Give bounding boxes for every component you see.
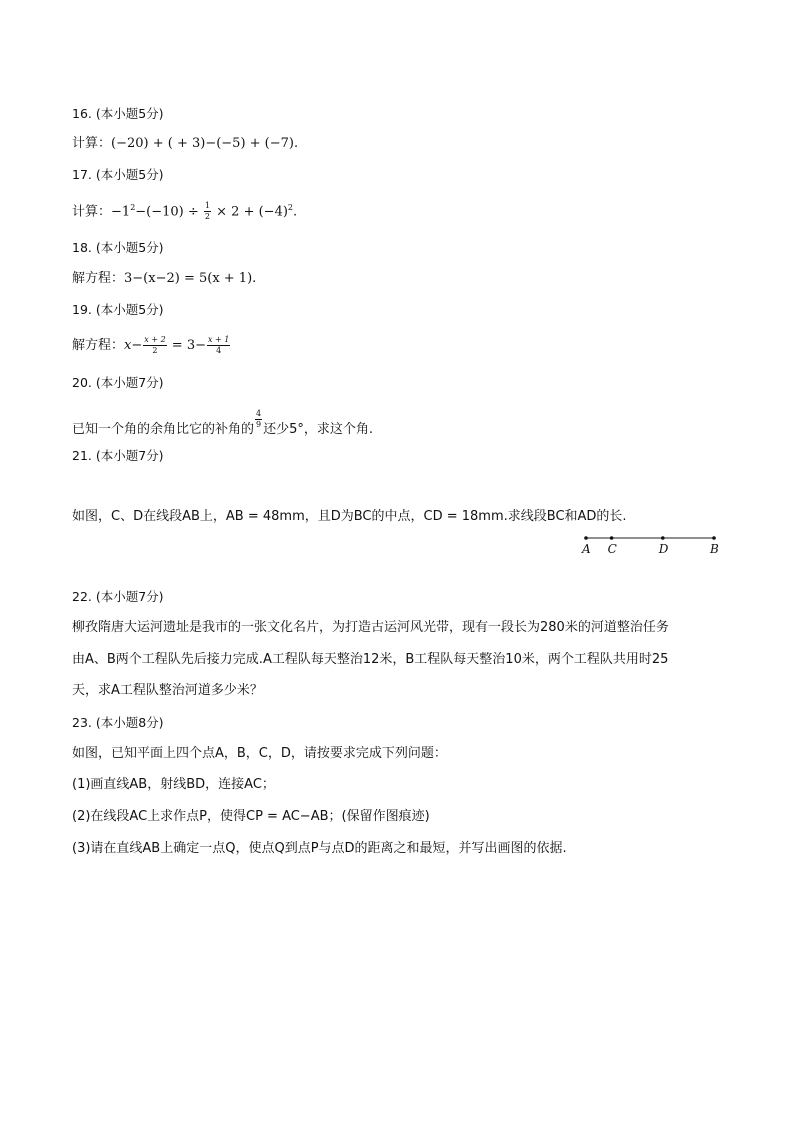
- point-c-dot: [610, 536, 614, 540]
- q17-problem: [72, 199, 297, 221]
- q19-prefix: 解方程：: [72, 338, 125, 353]
- q17-part1: −1: [111, 204, 131, 220]
- q23-intro: 如图，已知平面上四个点A，B，C，D，请按要求完成下列问题：: [72, 746, 447, 761]
- q23-item-2: (2)在线段AC上求作点P，使得CP = AC−AB；(保留作图痕迹): [72, 809, 430, 824]
- q17-end: .: [293, 204, 298, 220]
- q18-end: .: [252, 271, 257, 286]
- point-b-dot: [712, 536, 716, 540]
- q16-end: .: [294, 136, 299, 151]
- q22-header: 22. (本小题7分): [72, 589, 164, 604]
- point-a-dot: [584, 536, 588, 540]
- q18-expression: 3−(x−2) = 5(x + 1): [124, 271, 253, 286]
- q17-part3: × 2 + (−4): [212, 204, 288, 220]
- q20-frac-den: 9: [256, 420, 262, 429]
- q19-fraction-1: [143, 336, 166, 355]
- q17-fraction: [204, 202, 211, 221]
- q17-prefix: 计算：: [72, 204, 112, 220]
- q18-problem: [72, 270, 256, 288]
- q20-frac-num: 4: [256, 409, 262, 418]
- q16-problem: [72, 135, 298, 153]
- q21-problem: 如图，C、D在线段AB上，AB = 48mm，且D为BC的中点，CD = 18mm.求线段BC和AD的长.: [72, 509, 627, 524]
- q19-x: x: [124, 338, 132, 353]
- q23-item-3: (3)请在直线AB上确定一点Q，使点Q到点P与点D的距离之和最短，并写出画图的依据.: [72, 841, 567, 856]
- q19-f2-den: 4: [216, 346, 222, 355]
- q19-f1-num: x + 2: [144, 335, 166, 344]
- q19-header: 19. (本小题5分): [72, 302, 164, 317]
- q20-fraction: [255, 410, 262, 429]
- q16-header: 16. (本小题5分): [72, 106, 164, 121]
- q17-part2: −(−10) ÷: [135, 204, 203, 220]
- q21-header: 21. (本小题7分): [72, 448, 164, 463]
- point-a-label: A: [582, 542, 591, 556]
- q22-line-3: 天，求A工程队整治河道多少米？: [72, 683, 263, 698]
- q22-line-1: 柳孜隋唐大运河遗址是我市的一张文化名片，为打造古运河风光带，现有一段长为280米的河道整治任务: [72, 620, 669, 635]
- q23-item-1: (1)画直线AB，射线BD，连接AC；: [72, 777, 275, 792]
- q19-fraction-2: [207, 336, 230, 355]
- q17-exp1: 2: [130, 203, 136, 212]
- q19-minus: −: [131, 338, 143, 353]
- q16-expression: (−20) + ( + 3)−(−5) + (−7): [111, 136, 294, 151]
- q17-exp2: 2: [287, 203, 294, 212]
- q20-text-1: 已知一个角的余角比它的补角的: [72, 422, 255, 437]
- q20-text-2: 还少5°，求这个角.: [263, 422, 374, 437]
- q17-frac-den: 2: [204, 212, 211, 222]
- point-d-label: D: [658, 542, 669, 556]
- q19-problem: [72, 336, 231, 355]
- q19-f1-den: 2: [152, 346, 158, 355]
- q20-header: 20. (本小题7分): [72, 375, 164, 390]
- point-b-label: B: [710, 542, 719, 556]
- q18-prefix: 解方程：: [72, 271, 125, 286]
- segment-line-svg: [580, 532, 730, 544]
- q17-header: 17. (本小题5分): [72, 167, 164, 182]
- q20-problem: [72, 410, 373, 439]
- q18-header: 18. (本小题5分): [72, 240, 164, 255]
- q23-header: 23. (本小题8分): [72, 715, 164, 730]
- q22-line-2: 由A、B两个工程队先后接力完成.A工程队每天整治12米，B工程队每天整治10米，两个工程队共用时25: [72, 652, 669, 667]
- q16-prefix: 计算：: [72, 136, 112, 151]
- point-c-label: C: [607, 542, 617, 556]
- q19-equals: = 3−: [167, 338, 206, 353]
- q19-f2-num: x + 1: [207, 335, 230, 344]
- q17-frac-num: 1: [204, 201, 211, 211]
- line-segment-figure: [580, 532, 730, 558]
- point-d-dot: [661, 536, 665, 540]
